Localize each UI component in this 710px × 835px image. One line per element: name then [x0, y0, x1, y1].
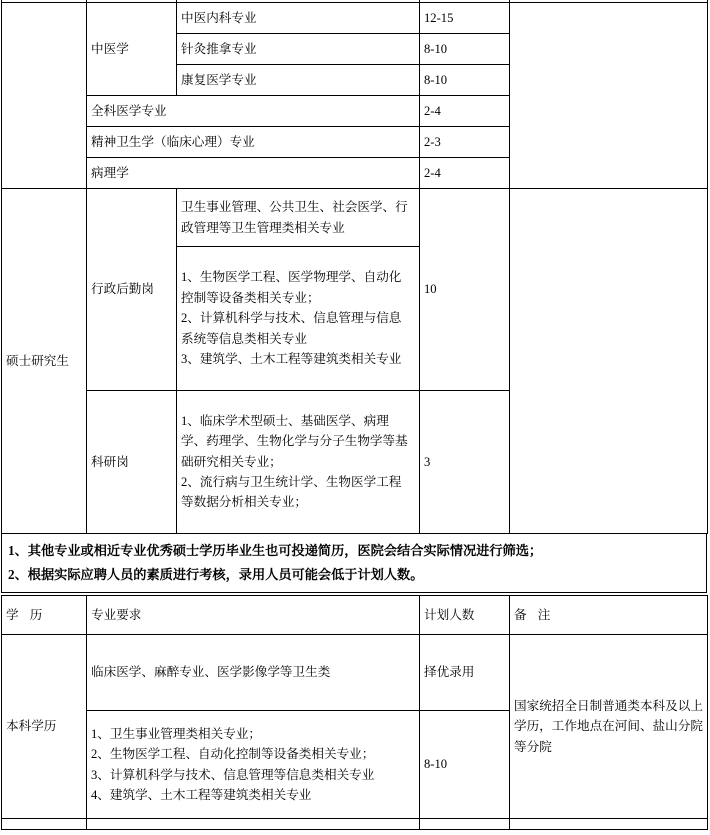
cell-education-level: 硕士研究生	[2, 189, 87, 534]
major-line: 3、计算机科学与技术、信息管理等信息类相关专业	[91, 767, 375, 782]
cell-major: 全科医学专业	[87, 96, 420, 127]
cell-plan: 8-10	[420, 34, 510, 65]
column-header-education: 学 历	[2, 596, 87, 635]
cell-major-block	[87, 711, 420, 819]
remark-line: 等分院	[514, 739, 552, 754]
cell-post-admin: 行政后勤岗	[87, 189, 177, 391]
major-line: 1、临床学术型硕士、基础医学、病理	[181, 413, 389, 428]
cell-clipped-plan	[420, 819, 510, 830]
cell-major: 中医内科专业	[177, 3, 420, 34]
major-line: 础研究相关专业；	[181, 454, 282, 469]
cell-clipped-major	[87, 819, 420, 830]
cell-post-research: 科研岗	[87, 390, 177, 533]
cell-clipped-education	[2, 819, 87, 830]
major-line: 系统等信息类相关专业	[181, 331, 307, 346]
major-line: 临床医学、麻醉专业、医学影像学等卫生类	[91, 665, 331, 680]
cell-major-block	[177, 390, 420, 533]
remark-line: 国家统招全日制普通类本科及以上	[514, 698, 703, 713]
major-line: 1、卫生事业管理类相关专业；	[91, 726, 262, 741]
cell-education-level-graduate	[2, 3, 87, 189]
notes-block	[1, 534, 707, 593]
cell-plan: 10	[420, 189, 510, 391]
cell-major-block	[177, 247, 420, 390]
cell-plan: 2-4	[420, 158, 510, 189]
table-row-clipped-bottom	[2, 819, 708, 830]
cell-plan: 2-4	[420, 96, 510, 127]
remark-line: 学历，工作地点在河间、盐山分院	[514, 719, 703, 734]
cell-plan: 8-10	[420, 711, 510, 819]
major-line: 政管理等卫生管理类相关专业	[181, 220, 345, 235]
cell-major: 病理学	[87, 158, 420, 189]
graduate-requirements-table	[1, 0, 708, 534]
column-header-major: 专业要求	[87, 596, 420, 635]
major-line: 1、生物医学工程、医学物理学、自动化	[181, 270, 402, 285]
cell-major: 针灸推拿专业	[177, 34, 420, 65]
major-line: 3、建筑学、土木工程等建筑类相关专业	[181, 351, 402, 366]
cell-major: 精神卫生学（临床心理）专业	[87, 127, 420, 158]
cell-plan: 8-10	[420, 65, 510, 96]
table-row	[2, 635, 708, 711]
cell-clipped-remark	[510, 819, 708, 830]
cell-plan: 3	[420, 390, 510, 533]
cell-remark-graduate	[510, 3, 708, 189]
major-line: 卫生事业管理、公共卫生、社会医学、行	[181, 200, 408, 215]
major-line: 2、计算机科学与技术、信息管理与信息	[181, 311, 402, 326]
cell-major-block	[177, 189, 420, 247]
cell-group-tcm: 中医学	[87, 3, 177, 96]
cell-major: 康复医学专业	[177, 65, 420, 96]
cell-major-block	[87, 635, 420, 711]
column-header-remark: 备 注	[510, 596, 708, 635]
cell-remark	[510, 189, 708, 534]
table-row	[2, 3, 708, 34]
major-line: 控制等设备类相关专业；	[181, 290, 320, 305]
major-line: 等数据分析相关专业；	[181, 495, 307, 510]
cell-plan: 2-3	[420, 127, 510, 158]
undergraduate-requirements-table	[1, 595, 708, 830]
cell-plan: 12-15	[420, 3, 510, 34]
note-line-1: 1、其他专业或相近专业优秀硕士学历毕业生也可投递简历，医院会结合实际情况进行筛选；	[8, 543, 543, 558]
table-header-row	[2, 596, 708, 635]
cell-education-level-undergraduate: 本科学历	[2, 635, 87, 819]
cell-remark-undergraduate	[510, 635, 708, 819]
note-line-2: 2、根据实际应聘人员的素质进行考核，录用人员可能会低于计划人数。	[8, 566, 424, 582]
column-header-plan: 计划人数	[420, 596, 510, 635]
major-line: 4、建筑学、土木工程等建筑类相关专业	[91, 787, 312, 802]
table-row	[2, 189, 708, 247]
major-line: 2、流行病与卫生统计学、生物医学工程	[181, 474, 402, 489]
cell-plan: 择优录用	[420, 635, 510, 711]
major-line: 2、生物医学工程、自动化控制等设备类相关专业；	[91, 747, 375, 762]
major-line: 学、药理学、生物化学与分子生物学等基	[181, 434, 408, 449]
